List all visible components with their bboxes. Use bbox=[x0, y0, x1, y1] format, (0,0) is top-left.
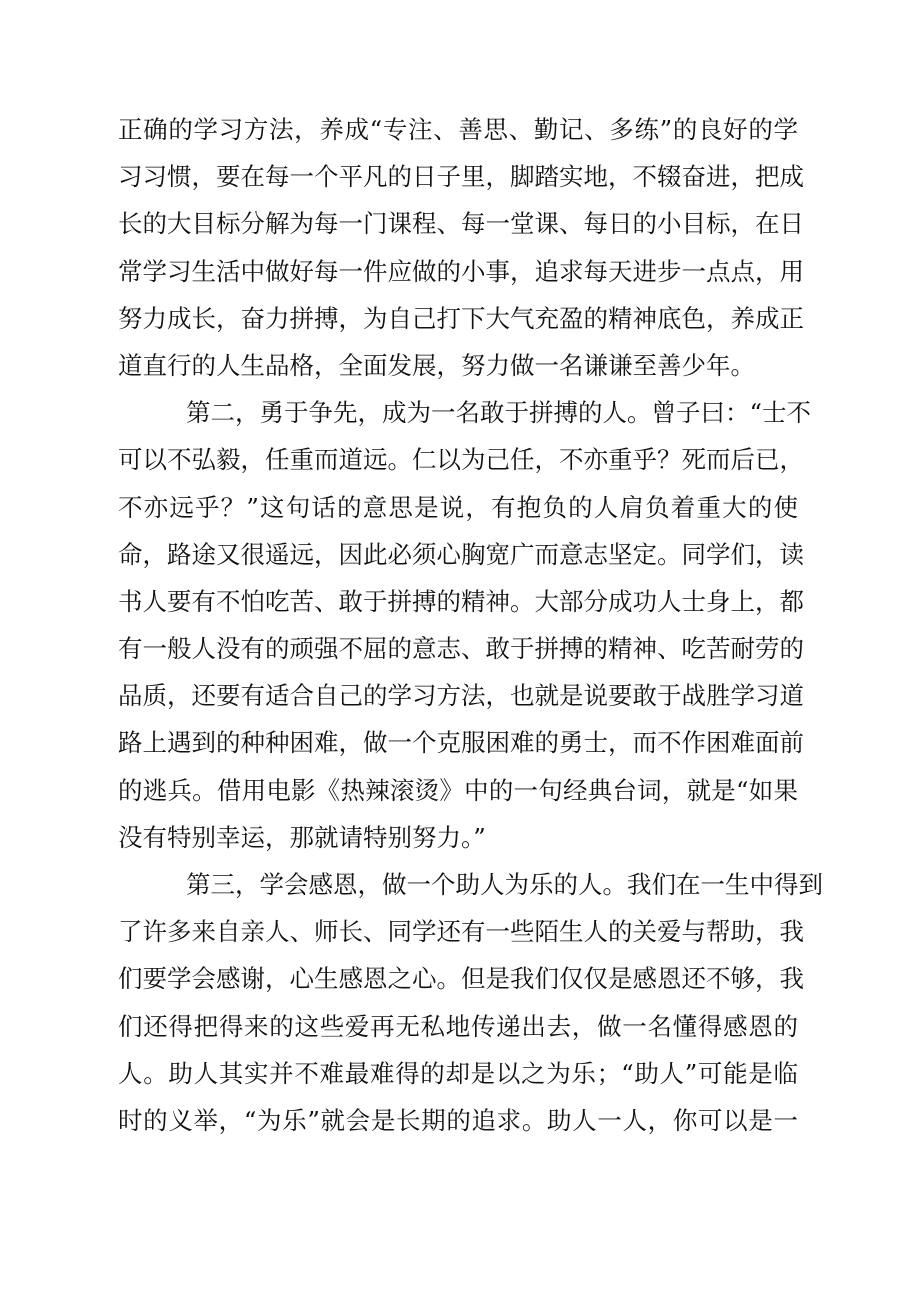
text-line: 命，路途又很遥远，因此必须心胸宽广而意志坚定。同学们，读 bbox=[118, 539, 804, 569]
text-line: 长的大目标分解为每一门课程、每一堂课、每日的小目标，在日 bbox=[118, 209, 804, 239]
text-line: 的逃兵。借用电影《热辣滚烫》中的一句经典台词，就是“如果 bbox=[118, 775, 798, 805]
body-text bbox=[118, 106, 823, 1144]
text-line: 不亦远乎？”这句话的意思是说，有抱负的人肩负着重大的使 bbox=[118, 492, 798, 522]
text-line: 道直行的人生品格，全面发展，努力做一名谦谦至善少年。 bbox=[118, 350, 755, 380]
text-line: 可以不弘毅，任重而道远。仁以为己任，不亦重乎？死而后已， bbox=[118, 445, 804, 475]
paragraph-start-line: 第三，学会感恩，做一个助人为乐的人。我们在一生中得到 bbox=[186, 870, 823, 899]
text-line: 习习惯，要在每一个平凡的日子里，脚踏实地，不辍奋进，把成 bbox=[118, 162, 804, 192]
text-line: 书人要有不怕吃苦、敢于拼搏的精神。大部分成功人士身上，都 bbox=[118, 586, 804, 616]
text-line: 们要学会感谢，心生感恩之心。但是我们仅仅是感恩还不够，我 bbox=[118, 964, 804, 994]
text-line: 努力成长，奋力拼搏，为自己打下大气充盈的精神底色，养成正 bbox=[118, 303, 804, 333]
text-line: 人。助人其实并不难最难得的却是以之为乐；“助人”可能是临 bbox=[118, 1058, 798, 1088]
text-line: 了许多来自亲人、师长、同学还有一些陌生人的关爱与帮助，我 bbox=[118, 917, 804, 947]
text-line: 没有特别幸运，那就请特别努力。” bbox=[118, 822, 486, 852]
text-line: 品质，还要有适合自己的学习方法，也就是说要敢于战胜学习道 bbox=[118, 681, 804, 711]
text-line: 常学习生活中做好每一件应做的小事，追求每天进步一点点，用 bbox=[118, 256, 804, 286]
text-line: 们还得把得来的这些爱再无私地传递出去，做一名懂得感恩的 bbox=[118, 1011, 798, 1041]
text-line: 时的义举，“为乐”就会是长期的追求。助人一人，你可以是一 bbox=[118, 1105, 798, 1135]
text-line: 路上遇到的种种困难，做一个克服困难的勇士，而不作困难面前 bbox=[118, 728, 804, 758]
text-line: 有一般人没有的顽强不屈的意志、敢于拼搏的精神、吃苦耐劳的 bbox=[118, 634, 804, 664]
text-line: 正确的学习方法，养成“专注、善思、勤记、多练”的良好的学 bbox=[118, 115, 798, 144]
paragraph-start-line: 第二，勇于争先，成为一名敢于拼搏的人。曾子曰：“士不 bbox=[186, 398, 812, 428]
